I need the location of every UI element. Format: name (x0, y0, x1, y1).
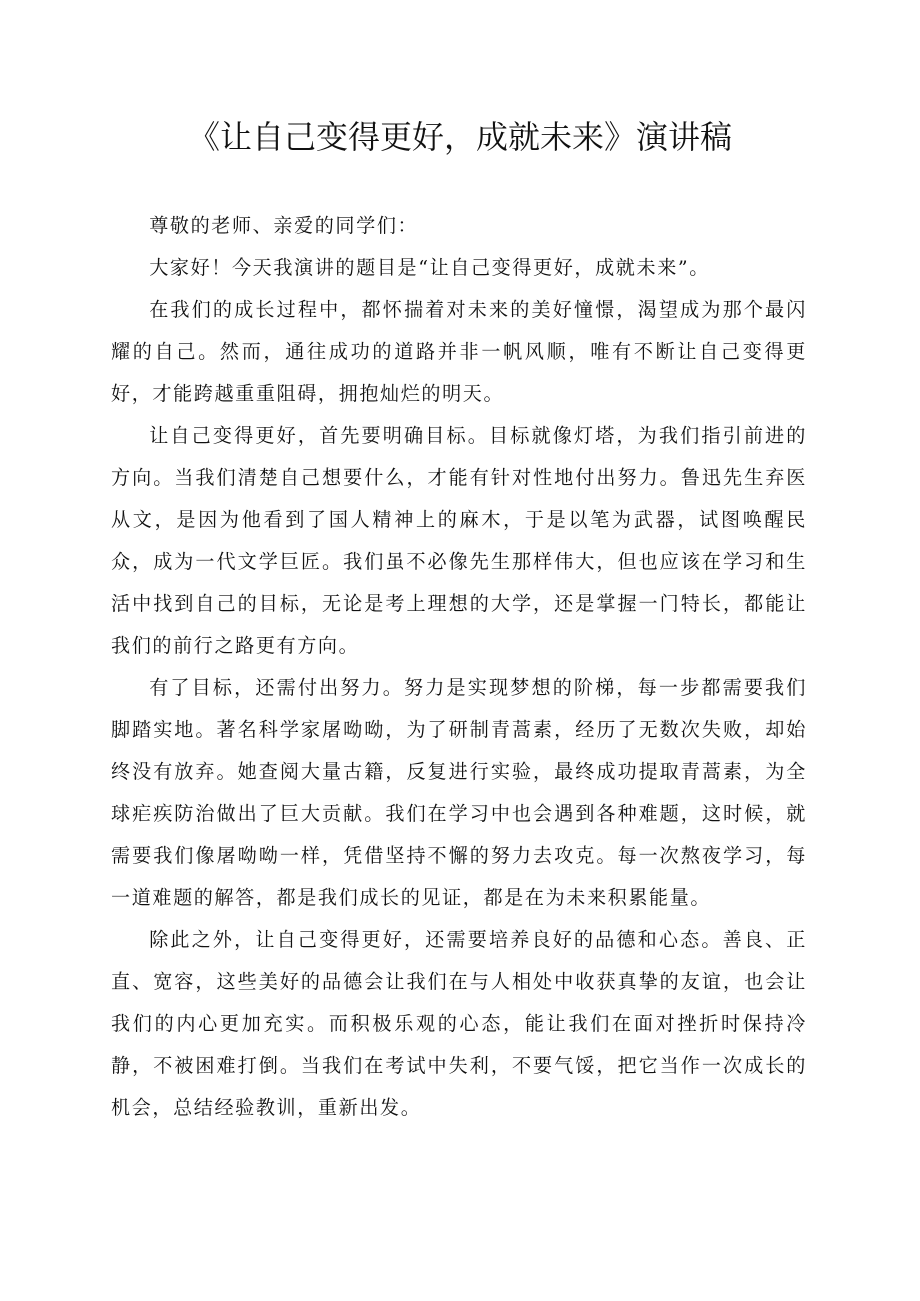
paragraph-effort: 有了目标，还需付出努力。努力是实现梦想的阶梯，每一步都需要我们脚踏实地。著名科学家屠呦呦，为了研制青蒿素，经历了无数次失败，却始终没有放弃。她查阅大量古籍，反复进行实验，最终成功提取青蒿素，为全球疟疾防治做出了巨大贡献。我们在学习中也会遇到各种难题，这时候，就需要我们像屠呦呦一样，凭借坚持不懈的努力去攻克。每一次熬夜学习，每一道难题的解答，都是我们成长的见证，都是在为未来积累能量。 (111, 676, 807, 909)
paragraph-goals: 让自己变得更好，首先要明确目标。目标就像灯塔，为我们指引前进的方向。当我们清楚自己想要什么，才能有针对性地付出努力。鲁迅先生弃医从文，是因为他看到了国人精神上的麻木，于是以笔为武器，试图唤醒民众，成为一代文学巨匠。我们虽不必像先生那样伟大，但也应该在学习和生活中找到自己的目标，无论是考上理想的大学，还是掌握一门特长，都能让我们的前行之路更有方向。 (111, 424, 807, 657)
paragraph-character: 除此之外，让自己变得更好，还需要培养良好的品德和心态。善良、正直、宽容，这些美好的品德会让我们在与人相处中收获真挚的友谊，也会让我们的内心更加充实。而积极乐观的心态，能让我们在面对挫折时保持冷静，不被困难打倒。当我们在考试中失利，不要气馁，把它当作一次成长的机会，总结经验教训，重新出发。 (111, 928, 807, 1119)
paragraph-salutation: 尊敬的老师、亲爱的同学们： (149, 214, 419, 237)
paragraph-greeting: 大家好！今天我演讲的题目是“让自己变得更好，成就未来”。 (149, 256, 710, 279)
paragraph-intro: 在我们的成长过程中，都怀揣着对未来的美好憧憬，渴望成为那个最闪耀的自己。然而，通往成功的道路并非一帆风顺，唯有不断让自己变得更好，才能跨越重重阻碍，拥抱灿烂的明天。 (111, 298, 807, 405)
document-body (111, 205, 807, 1129)
document-title: 《让自己变得更好，成就未来》演讲稿 (187, 118, 732, 156)
